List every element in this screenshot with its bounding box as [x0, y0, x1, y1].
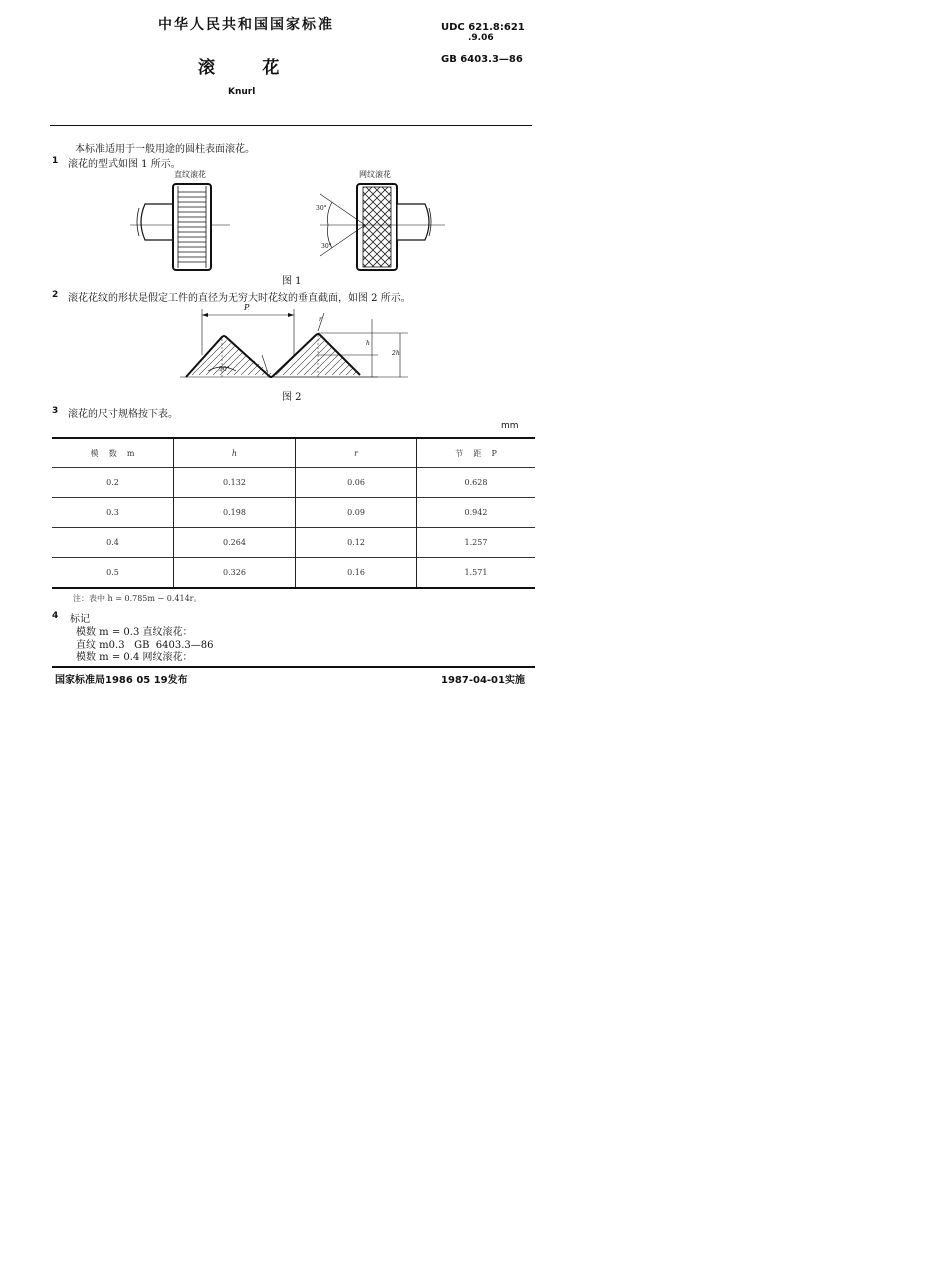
table-cell: 0.942	[417, 498, 536, 528]
marking-example-1-code: 直纹 m0.3 GB 6403.3—86	[76, 640, 214, 651]
udc-code-line1: UDC 621.8:621	[441, 22, 525, 33]
gb-code: GB 6403.3—86	[441, 54, 523, 65]
table-row	[52, 498, 535, 528]
marking-example-2: 模数 m = 0.4 网纹滚花：	[76, 652, 193, 663]
figure-2-caption: 图 2	[282, 392, 302, 403]
table-header-pitch: 节 距 P	[417, 438, 536, 468]
table-unit: mm	[501, 421, 519, 431]
fig2-pitch-label: P	[244, 303, 250, 312]
table-cell: 0.06	[296, 468, 417, 498]
table-cell: 0.16	[296, 558, 417, 589]
table-cell: 1.257	[417, 528, 536, 558]
fig2-radius-label: r	[319, 316, 322, 323]
table-cell: 0.2	[52, 468, 174, 498]
table-header-module: 模 数 m	[90, 448, 135, 458]
intro-text: 本标准适用于一般用途的圆柱表面滚花。	[75, 144, 255, 155]
section-4-title: 标记	[70, 614, 90, 625]
table-header-r: r	[296, 438, 417, 468]
document-subtitle: Knurl	[228, 87, 256, 97]
table-cell: 0.198	[174, 498, 296, 528]
table-cell: 0.12	[296, 528, 417, 558]
fig2-h-label: h	[366, 340, 370, 347]
table-row	[52, 468, 535, 498]
table-cell: 0.132	[174, 468, 296, 498]
marking-example-1: 模数 m = 0.3 直纹滚花：	[76, 627, 193, 638]
fig2-2h-label: 2h	[392, 350, 400, 357]
section-3-number: 3	[52, 406, 59, 416]
fig1-label-straight: 直纹滚花	[174, 170, 206, 179]
figure-1-drawing	[125, 178, 455, 278]
section-1-number: 1	[52, 156, 59, 166]
table-cell: 0.326	[174, 558, 296, 589]
table-cell: 0.3	[52, 498, 174, 528]
table-cell: 0.09	[296, 498, 417, 528]
table-note: 注：表中 h = 0.785m − 0.414r。	[73, 594, 202, 603]
straight-knurl-drawing	[130, 184, 230, 270]
effective-date: 1987-04-01实施	[441, 675, 525, 686]
table-cell: 0.628	[417, 468, 536, 498]
table-cell: 1.571	[417, 558, 536, 589]
figure-2-drawing	[178, 305, 413, 385]
section-3-text: 滚花的尺寸规格按下表。	[68, 409, 178, 420]
knurl-dimension-table	[52, 437, 535, 589]
table-row	[52, 558, 535, 589]
header-divider	[50, 125, 532, 126]
table-header-h: h	[174, 438, 296, 468]
table-cell: 0.5	[52, 558, 174, 589]
fig1-label-diamond: 网纹滚花	[359, 170, 391, 179]
fig1-angle-bottom: 30°	[321, 243, 332, 250]
figure-1-caption: 图 1	[282, 276, 302, 287]
table-header-row	[52, 438, 535, 468]
document-title: 滚 花	[198, 58, 280, 78]
footer-divider	[52, 666, 535, 668]
section-2-number: 2	[52, 290, 59, 300]
section-1-text: 滚花的型式如图 1 所示。	[68, 159, 181, 170]
table-row	[52, 528, 535, 558]
standard-org-title: 中华人民共和国国家标准	[158, 17, 334, 33]
udc-code-line2: .9.06	[468, 33, 494, 43]
section-4-number: 4	[52, 611, 59, 621]
diamond-knurl-drawing	[320, 184, 445, 270]
table-cell: 0.264	[174, 528, 296, 558]
issue-date: 国家标准局1986 05 19发布	[55, 675, 188, 686]
section-2-text: 滚花花纹的形状是假定工件的直径为无穷大时花纹的垂直截面，如图 2 所示。	[68, 293, 411, 304]
fig1-angle-top: 30°	[316, 205, 327, 212]
table-cell: 0.4	[52, 528, 174, 558]
